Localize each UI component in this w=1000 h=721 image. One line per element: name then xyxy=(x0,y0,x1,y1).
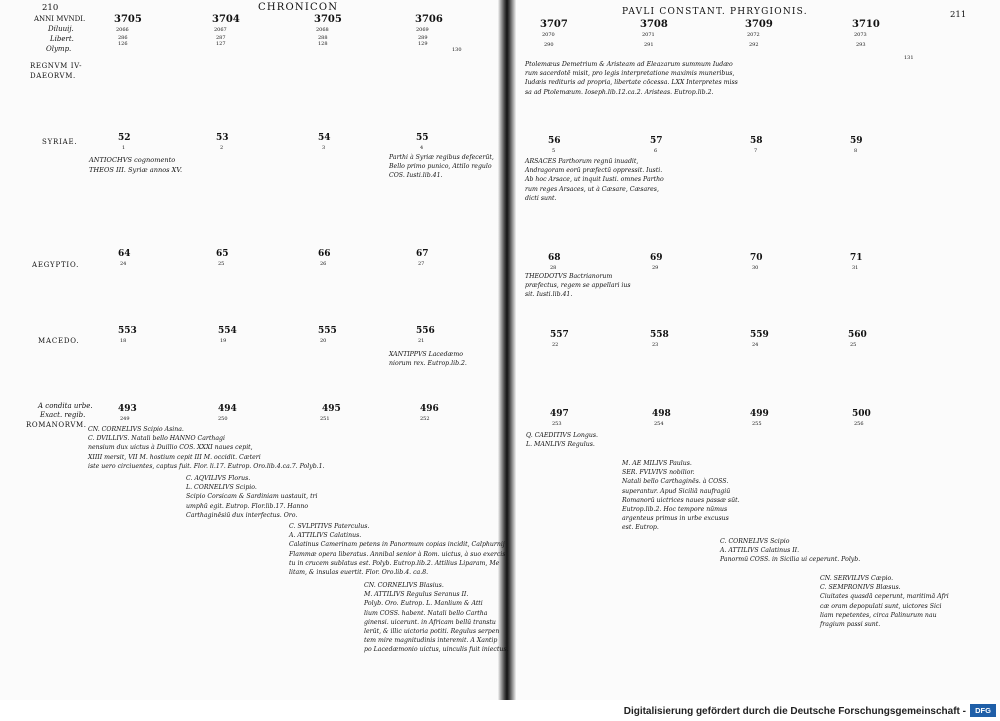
year-rom: 495 xyxy=(322,404,341,414)
note-consuls-aemilius: M. AE MILIVS Paulus. SER. FVLVIVS nobilior. Natali bello Carthaginēs. à COSS. superantur. Apud Siciliā naufragiū Romanorū uictrices naues passæ sūt. Eutrop.lib.2. Hoc tempore nūmus argenteus primus in urbe excusus est. Eutrop. xyxy=(622,460,740,532)
year-olymp: 127 xyxy=(216,41,226,47)
year-rom-sub: 253 xyxy=(552,421,562,427)
year-olymp-extra: 130 xyxy=(452,47,462,53)
year-syria-sub: 4 xyxy=(420,145,424,151)
year-syria-sub: 7 xyxy=(754,148,758,154)
year-diluvii: 2068 xyxy=(316,27,329,33)
running-head-right: PAVLI CONSTANT. PHRYGIONIS. xyxy=(622,7,808,17)
label-regnum-line1: REGNVM IV- xyxy=(30,62,83,70)
note-xantippus: XANTIPPVS Lacedæmo niorum rex. Eutrop.lib.2. xyxy=(389,351,467,368)
label-macedo: MACEDO. xyxy=(38,337,80,345)
year-diluvii: 2071 xyxy=(642,32,655,38)
running-head-left: CHRONICON xyxy=(258,2,339,13)
note-arsaces: ARSACES Parthorum regnū inuadit, Andragoram eorū præfectū oppressit. Iusti. Ab hoc Arsace, ut inquit Iusti. omnes Partho rum reges Arsaces, ut à Cæsare, Cæsares, dicti sunt. xyxy=(525,158,664,202)
label-regnum-line2: DAEORVM. xyxy=(30,72,76,80)
year-libert: 290 xyxy=(544,42,554,48)
year-olymp: 126 xyxy=(118,41,128,47)
year-syria: 56 xyxy=(548,136,561,146)
year-mundi: 3704 xyxy=(212,14,240,25)
year-libert: 287 xyxy=(216,35,226,41)
year-syria-sub: 3 xyxy=(322,145,326,151)
year-syria: 54 xyxy=(318,133,331,143)
year-rom: 496 xyxy=(420,404,439,414)
page-number-right: 211 xyxy=(950,10,967,20)
year-aegypt-sub: 24 xyxy=(120,261,127,267)
year-aegypt: 71 xyxy=(850,253,863,263)
year-rom: 499 xyxy=(750,409,769,419)
year-libert: 291 xyxy=(644,42,654,48)
year-aegypt-sub: 29 xyxy=(652,265,659,271)
label-exact-reg: Exact. regib. xyxy=(40,411,86,419)
note-consuls-scipio: C. AQVILIVS Florus. L. CORNELIVS Scipio. Scipio Corsicam & Sardiniam uastauit, tri umphū egit. Eutrop. Flor.lib.17. Hanno Carthaginēsiū dux interfectus. Oro. xyxy=(186,475,318,519)
year-aegypt: 64 xyxy=(118,249,131,259)
year-rom-sub: 256 xyxy=(854,421,864,427)
year-mundi: 3708 xyxy=(640,19,668,30)
year-diluvii: 2066 xyxy=(116,27,129,33)
year-maced-sub: 24 xyxy=(752,342,759,348)
note-consuls-cornelius: C. CORNELIVS Scipio A. ATTILIVS Calatinus II. Panormū COSS. in Sicilia ui ceperunt. Polyb. xyxy=(720,538,861,564)
year-syria-sub: 8 xyxy=(854,148,858,154)
year-diluvii: 2067 xyxy=(214,27,227,33)
year-rom-sub: 252 xyxy=(420,416,430,422)
year-rom: 498 xyxy=(652,409,671,419)
note-consuls-duillius: CN. CORNELIVS Scipio Asina. C. DVILLIVS. Natali bello HANNO Carthagi nensium dux uictus à Duillio COS. XXXI naues cepit, XIIII mersit, VII M. hostium cepit III M. occidit. Cæteri iste uero circiuentes, captus fuit. Flor. li.17. Eutrop. Oro.lib.4.ca.7. Polyb.1. xyxy=(88,426,325,470)
year-libert: 286 xyxy=(118,35,128,41)
year-diluvii: 2070 xyxy=(542,32,555,38)
year-maced: 554 xyxy=(218,326,237,336)
label-romanorum: ROMANORVM. xyxy=(26,421,87,429)
year-diluvii: 2073 xyxy=(854,32,867,38)
year-rom: 500 xyxy=(852,409,871,419)
year-rom-sub: 250 xyxy=(218,416,228,422)
label-syriae: SYRIAE. xyxy=(42,138,78,146)
year-mundi: 3705 xyxy=(314,14,342,25)
year-olymp: 128 xyxy=(318,41,328,47)
year-syria-sub: 2 xyxy=(220,145,224,151)
year-maced: 555 xyxy=(318,326,337,336)
year-syria: 52 xyxy=(118,133,131,143)
year-aegypt: 67 xyxy=(416,249,429,259)
year-maced-sub: 20 xyxy=(320,338,327,344)
year-rom: 494 xyxy=(218,404,237,414)
note-antiochus: ANTIOCHVS cognomento THEOS III. Syriæ annos XV. xyxy=(89,156,183,174)
year-libert: 289 xyxy=(418,35,428,41)
year-syria: 58 xyxy=(750,136,763,146)
year-mundi: 3707 xyxy=(540,19,568,30)
year-aegypt: 70 xyxy=(750,253,763,263)
note-parthi: Parthi à Syriæ regibus defecerūt, Bello primo punico, Attilo regulo COS. Iusti.lib.41. xyxy=(389,154,494,180)
year-maced: 557 xyxy=(550,330,569,340)
note-theodotus: THEODOTVS Bactrianorum præfectus, regem se appellari ius sit. Iusti.lib.41. xyxy=(525,273,631,299)
year-aegypt-sub: 26 xyxy=(320,261,327,267)
year-aegypt-sub: 31 xyxy=(852,265,859,271)
year-aegypt: 65 xyxy=(216,249,229,259)
page-number-left: 210 xyxy=(42,3,59,13)
footer-bar xyxy=(0,700,1000,721)
label-anni-mundi: ANNI MVNDI. xyxy=(34,15,86,23)
year-mundi: 3706 xyxy=(415,14,443,25)
year-maced-sub: 22 xyxy=(552,342,559,348)
dfg-logo[interactable]: DFG xyxy=(970,704,996,717)
year-syria: 57 xyxy=(650,136,663,146)
year-syria: 59 xyxy=(850,136,863,146)
year-aegypt-sub: 25 xyxy=(218,261,225,267)
year-aegypt-sub: 28 xyxy=(550,265,557,271)
year-rom: 497 xyxy=(550,409,569,419)
year-maced-sub: 19 xyxy=(220,338,227,344)
year-maced: 560 xyxy=(848,330,867,340)
label-condita-urbe: A condita urbe. xyxy=(38,402,93,410)
note-consuls-caeditius: Q. CAEDITIVS Longus. L. MANLIVS Regulus. xyxy=(526,432,598,449)
note-consuls-regulus: CN. CORNELIVS Blasius. M. ATTILIVS Regulus Seranus II. Polyb. Oro. Eutrop. L. Manlium & Atti lium COSS. habent. Natali bello Cartha ginensi. uicerunt. in Africam bellū transtu lerūt, & illic uictoria potiti. Regulus serpen tem mire magnitudinis interemit. A Xantip po Lacedæmonio uictus, uinculis fuit iniectus. xyxy=(364,582,509,654)
year-maced: 559 xyxy=(750,330,769,340)
funding-notice: Digitalisierung gefördert durch die Deutsche Forschungsgemeinschaft - xyxy=(623,706,966,717)
year-olymp-extra: 131 xyxy=(904,55,914,61)
year-rom-sub: 254 xyxy=(654,421,664,427)
year-mundi: 3705 xyxy=(114,14,142,25)
year-syria: 53 xyxy=(216,133,229,143)
label-aegyptio: AEGYPTIO. xyxy=(32,261,80,269)
year-syria-sub: 6 xyxy=(654,148,658,154)
year-aegypt-sub: 30 xyxy=(752,265,759,271)
year-rom: 493 xyxy=(118,404,137,414)
year-rom-sub: 255 xyxy=(752,421,762,427)
year-aegypt-sub: 27 xyxy=(418,261,425,267)
year-mundi: 3710 xyxy=(852,19,880,30)
year-diluvii: 2072 xyxy=(747,32,760,38)
label-libert: Libert. xyxy=(50,35,74,43)
year-maced-sub: 23 xyxy=(652,342,659,348)
year-syria-sub: 1 xyxy=(122,145,126,151)
year-aegypt: 68 xyxy=(548,253,561,263)
year-syria: 55 xyxy=(416,133,429,143)
year-libert: 288 xyxy=(318,35,328,41)
year-aegypt: 69 xyxy=(650,253,663,263)
year-maced: 553 xyxy=(118,326,137,336)
year-olymp: 129 xyxy=(418,41,428,47)
year-rom-sub: 249 xyxy=(120,416,130,422)
year-aegypt: 66 xyxy=(318,249,331,259)
year-maced-sub: 18 xyxy=(120,338,127,344)
year-maced: 556 xyxy=(416,326,435,336)
note-consuls-calatinus: C. SVLPITIVS Paterculus. A. ATTILIVS Calatinus. Calatinus Camerinam petens in Panormum copias incidit, Calphurnij Flammæ opera liberatus. Annibal senior à Rom. uictus, à suo exercis tu in crucem sublatus est. Polyb. Eutrop.lib.2. Attilius Liparam, Me litam, & insulas euertit. Flor. Oro.lib.4. ca.8. xyxy=(289,523,506,577)
year-diluvii: 2069 xyxy=(416,27,429,33)
year-maced-sub: 21 xyxy=(418,338,425,344)
note-iudaea: Ptolemæus Demetrium & Aristeam ad Eleazarum summum Iudæo rum sacerdotē misit, pro legis interpretatione maximis muneribus, Iudæis redituris ad propria, libertate cōcessa. LXX Interpretes miss sa ad Ptolemæum. Ioseph.lib.12.ca.2. Aristeas. Eutrop.lib.2. xyxy=(525,61,738,96)
year-libert: 293 xyxy=(856,42,866,48)
label-olymp: Olymp. xyxy=(46,45,72,53)
year-maced-sub: 25 xyxy=(850,342,857,348)
year-libert: 292 xyxy=(749,42,759,48)
label-diluvii: Diluuij. xyxy=(48,25,74,33)
year-maced: 558 xyxy=(650,330,669,340)
year-syria-sub: 5 xyxy=(552,148,556,154)
year-mundi: 3709 xyxy=(745,19,773,30)
year-rom-sub: 251 xyxy=(320,416,330,422)
note-consuls-servilius: CN. SERVILIVS Cæpio. C. SEMPRONIVS Blæsus. Ciuitates quasdā ceperunt, maritimā Afri cæ oram depopulati sunt, uictores Sici liam repetentes, circa Palinurum nau fragium passi sunt. xyxy=(820,575,949,629)
